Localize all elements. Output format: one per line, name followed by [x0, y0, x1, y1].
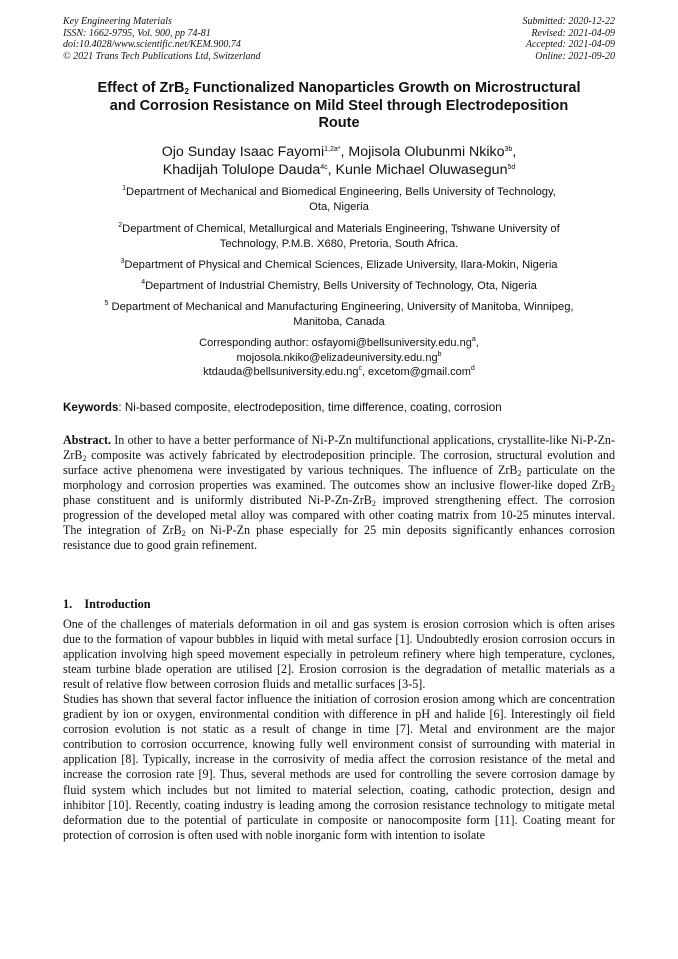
section-number: 1.	[63, 597, 73, 611]
submitted-date: Submitted: 2020-12-22	[522, 16, 615, 27]
online-date: Online: 2021-09-20	[535, 50, 615, 62]
journal-header-left	[63, 16, 261, 62]
author-name: , Mojisola Olubunmi Nkiko	[340, 144, 505, 160]
author-name: Khadijah Tolulope Dauda	[162, 161, 321, 178]
keywords	[63, 400, 615, 415]
journal-name: Key Engineering Materials	[63, 16, 172, 27]
affiliation-4: $^4$Department of Industrial Chemistry, Bells University of Technology, Ota, Nigeria	[141, 279, 537, 292]
affiliation-3: $^3$Department of Physical and Chemical Sciences, Elizade University, Ilara-Mokin, Nigeria	[120, 258, 558, 271]
corresponding-author: Corresponding author: $osfayomi@bellsuniversity.edu.ng^a$, $mojosola.nkiko@elizadeuniversity.edu.ng^b$ $ktdauda@bellsuniversity.edu.ng^c$, excetom@gmail.com$^d$	[199, 336, 479, 379]
abstract: Abstract. In other to have a better performance of Ni-P-Zn multifunctional applications, crystallite-like Ni-P-Zn-ZrB$_2$ composite was actively fabricated by electrodeposition principle. The corrosion, structural evolution and surface active phenomena were investigated by various techniques. The influence of ZrB$_2$ particulate on the morphology and corrosion properties was examined. The outcomes show an inclusive flower-like doped ZrB$_2$ phase constituent and is uniformly distributed Ni-P-Zn-ZrB$_2$ improved strengthening effect. The corrosion progression of the developed metal alloy was compared with other coating matrix from 10-25 minutes interval. The integration of ZrB$_2$ on Ni-P-Zn phase especially for 25 min deposits significantly enhances corrosion resistance due to good grain refinement.	[63, 433, 615, 552]
journal-header-right	[523, 16, 616, 62]
keywords-label: Keywords	[63, 401, 119, 414]
section-heading	[63, 597, 150, 612]
paper-title: Effect of ZrB$_2$ Functionalized Nanoparticles Growth on Microstructural and Corrosion Resistance on Mild Steel through Electrodeposition Route	[97, 80, 581, 131]
doi-line: doi:10.4028/www.scientific.net/KEM.900.74	[63, 39, 241, 51]
affiliation-1: $^1$Department of Mechanical and Biomedical Engineering, Bells University of Technology, Ota, Nigeria	[122, 185, 556, 213]
author-name: , Kunle Michael Oluwasegun	[327, 161, 508, 178]
affiliation-2: $^2$Department of Chemical, Metallurgical and Materials Engineering, Tshwane University of Technology, P.M.B. X680, Pretoria, South Africa.	[118, 222, 560, 250]
abstract-label: Abstract.	[63, 433, 112, 447]
copyright-line: © 2021 Trans Tech Publications Ltd, Switzerland	[63, 50, 261, 62]
affiliation-5: $^5$ Department of Mechanical and Manufacturing Engineering, University of Manitoba, Winnipeg, Manitoba, Canada	[104, 300, 574, 328]
author-name: Ojo Sunday Isaac Fayomi	[161, 144, 325, 160]
author-list: Ojo Sunday Isaac Fayomi$^{1,2a*}$, Mojisola Olubunmi Nkiko$^{3b}$, Khadijah Tolulope Dauda$^{4c}$, Kunle Michael Oluwasegun$^{5d}$	[161, 144, 517, 178]
keywords-text: : Ni-based composite, electrodeposition, time difference, coating, corrosion	[118, 401, 502, 414]
issn-line: ISSN: 1662-9795, Vol. 900, pp 74-81	[63, 27, 211, 39]
section-title: Introduction	[84, 597, 151, 611]
revised-date: Revised: 2021-04-09	[531, 27, 615, 39]
accepted-date: Accepted: 2021-04-09	[525, 39, 615, 51]
paragraph: Studies has shown that several factor influence the initiation of corrosion erosion among which are concentration gradient by ion or oxygen, environmental condition with difference in pH and halide [6]. Interestingly oil field corrosion evolution is not static as a result of change in time [7]. Metal and environment are the major contribution to corrosion occurrence, knowing fully well environment consist of surrounding with material in application [8]. Typically, increase in the corrosivity of media affect the corrosion resistance of the metal and increase the corrosion rate [9]. Thus, several methods are used for controlling the severe corrosion damage by fluid system which includes but not limited to material selection, coating, cathodic protection, design and inhibitor [10]. Recently, coating industry is leading among the corrosion resistance technology to mitigate metal deformation due to the potential of particulate in composite or nanocomposite form [11]. Coating meant for protection of corrosion is often used with noble inorganic form with intention to isolate	[63, 692, 615, 842]
paragraph: One of the challenges of materials deformation in oil and gas system is erosion corrosion which is often arises due to the formation of vapour bubbles in liquid with metal surface [1]. Undoubtedly erosion corrosion occurs in application involving high speed movement especially in petroleum refinery where high temperature, cyclones, steam turbine blade operation are utilised [2]. Erosion corrosion is the degradation of metallic materials as a result of relative flow between corrosion fluids and metallic surfaces [3-5].	[63, 617, 615, 692]
introduction-body	[63, 617, 615, 843]
